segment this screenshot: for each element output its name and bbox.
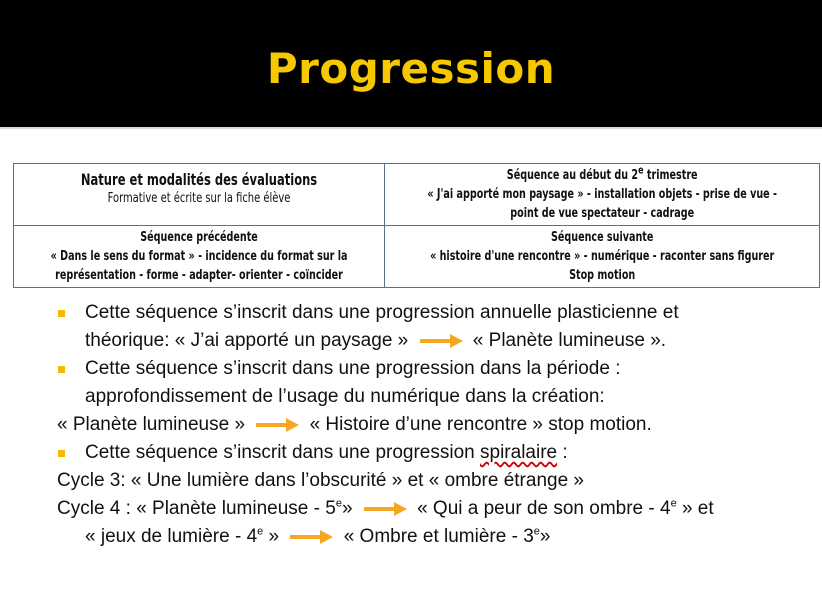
text-line: [57, 412, 652, 438]
text-span: Cette séquence s’inscrit dans une progression: [85, 442, 475, 463]
evaluation-table: [13, 163, 820, 288]
arrow-right-icon: [418, 333, 464, 349]
superscript: e: [670, 497, 677, 510]
cell-heading: Séquence au début du 2e trimestre: [506, 163, 698, 183]
text-span: spiralaire: [480, 442, 558, 463]
bullet-icon: [58, 310, 65, 317]
title-bar: [0, 0, 822, 128]
text-span: « Planète lumineuse »: [57, 414, 246, 435]
text-line: [85, 524, 550, 550]
superscript: e: [335, 497, 342, 510]
cell-line: représentation - forme - adapter- orienter - coïncider: [55, 268, 343, 283]
text-span: « Qui a peur de son ombre - 4: [417, 498, 671, 519]
cell-heading: Séquence suivante: [551, 230, 654, 245]
text-span: « Planète lumineuse ».: [472, 330, 667, 351]
cell-heading: Séquence précédente: [140, 230, 258, 245]
cell-current-sequence: [385, 164, 820, 226]
text-span: »: [341, 498, 353, 519]
cell-heading: Nature et modalités des évaluations: [80, 170, 318, 189]
cell-previous-sequence: [14, 226, 385, 288]
cell-line: point de vue spectateur - cadrage: [510, 206, 695, 221]
text-span: Cycle 4 : « Planète lumineuse - 5: [57, 498, 336, 519]
bullet-icon: [58, 366, 65, 373]
text-span: :: [557, 442, 568, 463]
cell-next-sequence: [385, 226, 820, 288]
text-line: Cette séquence s’inscrit dans une progression dans la période :: [85, 358, 621, 379]
table-row: [14, 164, 820, 226]
text-line: Cycle 3: « Une lumière dans l’obscurité » et « ombre étrange »: [57, 470, 584, 491]
text-line: [85, 328, 666, 354]
cell-subtext: Formative et écrite sur la fiche élève: [107, 191, 291, 206]
text-span: »: [263, 526, 280, 547]
superscript: e: [257, 525, 264, 538]
cell-line: « J'ai apporté mon paysage » - installation objets - prise de vue -: [427, 187, 778, 202]
cell-evaluations: [14, 164, 385, 226]
arrow-right-icon: [362, 501, 408, 517]
bullet-icon: [58, 450, 65, 457]
superscript: e: [533, 525, 540, 538]
text-span: » et: [676, 498, 714, 519]
text-line: [57, 496, 714, 522]
title-divider: [0, 127, 822, 129]
text-line: [85, 440, 568, 466]
text-line: approfondissement de l’usage du numérique dans la création:: [85, 386, 605, 407]
slide-title: Progression: [266, 44, 556, 93]
arrow-right-icon: [288, 529, 334, 545]
text-span: « Ombre et lumière - 3: [343, 526, 534, 547]
cell-line: « histoire d'une rencontre » - numérique - raconter sans figurer: [430, 249, 775, 264]
text-span: « Histoire d’une rencontre » stop motion.: [309, 414, 652, 435]
table-row: [14, 226, 820, 288]
cell-line: « Dans le sens du format » - incidence du format sur la: [50, 249, 348, 264]
text-span: théorique: « J’ai apporté un paysage »: [85, 330, 409, 351]
cell-line: Stop motion: [569, 268, 636, 283]
text-span: « jeux de lumière - 4: [85, 526, 258, 547]
text-line: Cette séquence s’inscrit dans une progression annuelle plasticienne et: [85, 302, 679, 323]
text-span: »: [539, 526, 551, 547]
arrow-right-icon: [254, 417, 300, 433]
